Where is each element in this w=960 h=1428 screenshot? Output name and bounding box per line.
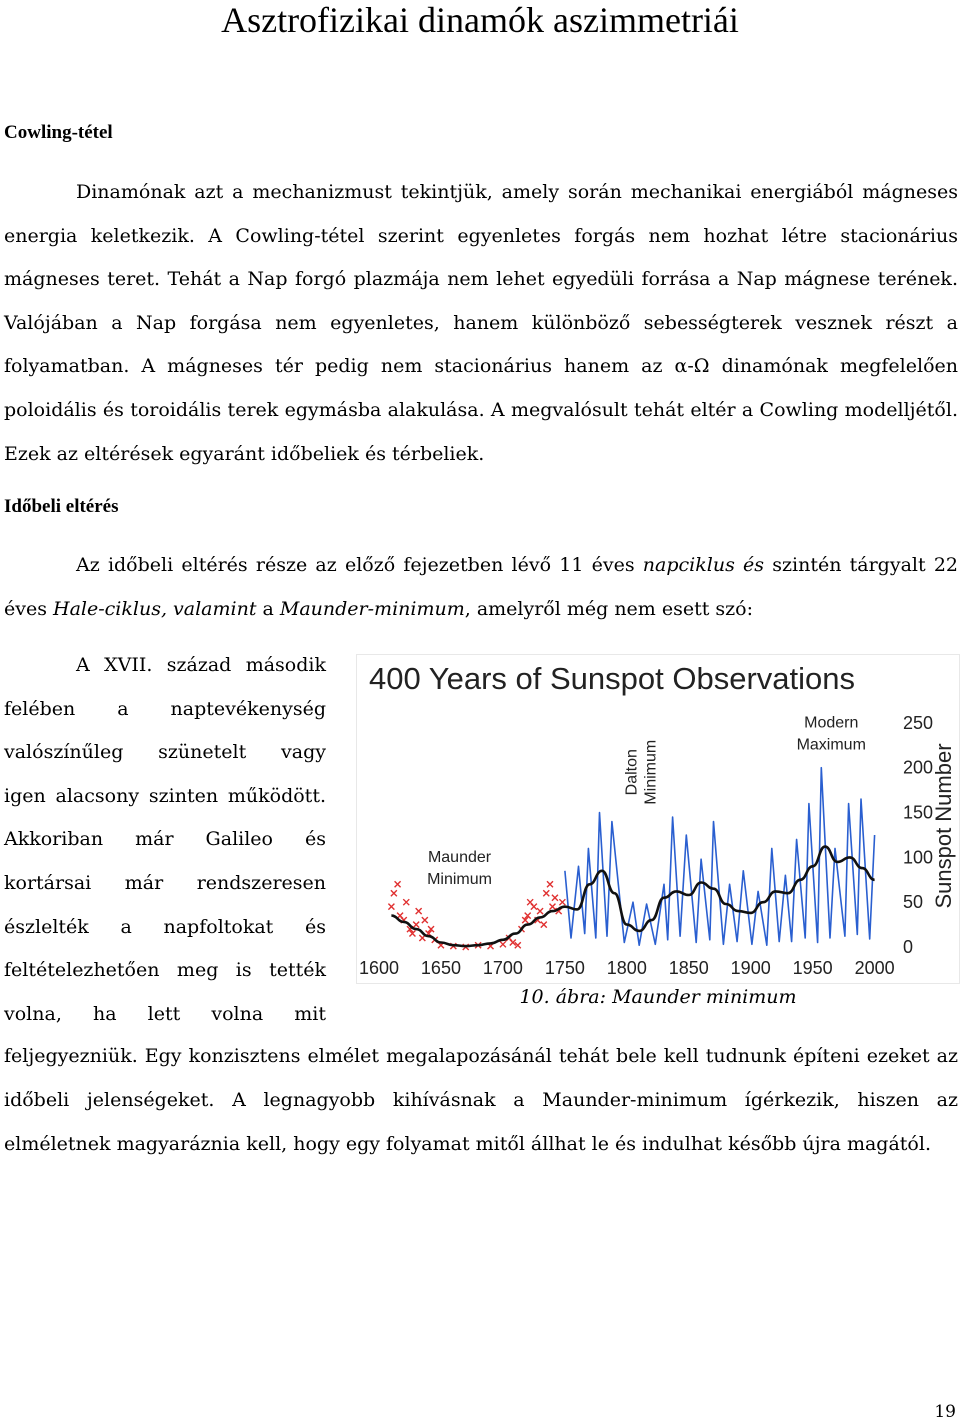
early-observation-point xyxy=(391,890,397,896)
side-line: volna, ha lett volna mit xyxy=(4,1002,326,1025)
side-line: feltételezhetően meg is tették xyxy=(4,959,326,982)
y-tick-label: 250 xyxy=(903,712,934,733)
chart-ylabel: Sunspot Number xyxy=(931,743,956,909)
early-observation-point xyxy=(388,904,394,910)
early-observation-point xyxy=(559,899,565,905)
intro-text-d: , amelyről még nem esett szó: xyxy=(464,597,753,620)
y-tick-label: 100 xyxy=(903,847,934,868)
x-tick-label: 1950 xyxy=(792,958,833,978)
sunspot-figure xyxy=(356,654,960,984)
early-observation-point xyxy=(403,899,409,905)
intro-emph-napciklus: napciklus és xyxy=(642,554,765,576)
side-line: valószínűleg szünetelt vagy xyxy=(4,741,326,764)
section-heading-cowling: Cowling-tétel xyxy=(4,122,113,143)
page-title: Asztrofizikai dinamók aszimmetriái xyxy=(221,0,739,40)
early-observation-point xyxy=(547,881,553,887)
figure-caption: 10. ábra: Maunder minimum xyxy=(519,986,797,1008)
early-observation-point xyxy=(531,904,537,910)
early-observation-point xyxy=(413,922,419,928)
annotation-label: Modern xyxy=(804,714,859,732)
monthly-sunspot-line xyxy=(565,768,875,946)
x-tick-label: 1800 xyxy=(606,958,647,978)
x-tick-label: 1850 xyxy=(668,958,709,978)
intro-emph-hale: Hale-ciklus, valamint xyxy=(53,597,257,620)
early-observation-point xyxy=(395,881,401,887)
page-number: 19 xyxy=(934,1402,956,1422)
annotation-label: Dalton xyxy=(623,749,641,796)
y-tick-label: 150 xyxy=(903,802,934,823)
side-line: felében a naptevékenység xyxy=(4,697,326,720)
early-observation-point xyxy=(549,904,555,910)
side-line: észlelték a napfoltokat és xyxy=(4,915,326,938)
paragraph-idobeli-intro xyxy=(4,544,958,631)
paragraph-continuation: feljegyezniük. Egy konzisztens elmélet megalapozásánál tehát bele kell tudnunk építeni ezeket az időbeli jelenségeket. A legnagyobb kihívásnak a Maunder-minimum ígérkezik, hiszen az elméletnek magyaráznia kell, hogy egy folyamat mitől állhat le és indulhat később újra magától. xyxy=(4,1045,958,1155)
x-tick-label: 1700 xyxy=(482,958,523,978)
y-tick-label: 200 xyxy=(903,757,934,778)
chart-title: 400 Years of Sunspot Observations xyxy=(369,661,855,696)
early-observation-point xyxy=(422,917,428,923)
side-paragraph xyxy=(4,644,326,1036)
sunspot-chart xyxy=(357,655,959,983)
early-observation-point xyxy=(543,890,549,896)
intro-text-b: szintén tárgyalt 22 éves xyxy=(4,554,959,620)
intro-text-a: Az időbeli eltérés része az előző fejezetben lévő 11 éves xyxy=(76,554,643,576)
x-tick-label: 1750 xyxy=(544,958,585,978)
early-observation-point xyxy=(500,941,506,947)
side-line: igen alacsony szinten működött. xyxy=(4,784,326,807)
x-tick-label: 1900 xyxy=(730,958,771,978)
annotation-label: Maunder xyxy=(427,848,492,866)
side-line: kortársai már rendszeresen xyxy=(4,871,326,894)
section-heading-idobeli: Időbeli eltérés xyxy=(4,496,119,517)
paragraph-cowling: Dinamónak azt a mechanizmust tekintjük, amely során mechanikai energiából mágneses energia keletkezik. A Cowling-tétel szerint egyenletes forgás nem hozhat létre stacionárius mágneses teret. Tehát a Nap forgó plazmája nem lehet egyedüli forrása a Nap mágnese terének. Valójában a Nap forgása nem egyenletes, hanem különböző sebességterek vesznek részt a folyamatban. A mágneses tér pedig nem stacionárius hanem az α-Ω dinamónak megfelelően poloidális és toroidális terek egymásba alakulása. A megvalósult tehát eltér a Cowling modelljétől. Ezek az eltérések egyaránt időbeliek és térbeliek. xyxy=(4,181,958,465)
y-tick-label: 50 xyxy=(903,892,924,913)
x-tick-label: 1600 xyxy=(358,958,400,978)
annotation-label: Minimum xyxy=(427,870,492,888)
side-line: Akkoriban már Galileo és xyxy=(4,828,326,851)
y-tick-label: 0 xyxy=(903,937,914,957)
early-observation-point xyxy=(552,895,558,901)
early-observation-point xyxy=(541,922,547,928)
early-observation-point xyxy=(416,908,422,914)
side-line: A XVII. század második xyxy=(76,654,326,676)
intro-emph-maunder: Maunder-minimum xyxy=(279,597,465,620)
annotation-label: Maximum xyxy=(796,736,866,754)
annotation-label: Minimum xyxy=(642,739,660,805)
intro-text-c: a xyxy=(256,597,280,620)
early-observation-point xyxy=(537,908,543,914)
x-tick-label: 2000 xyxy=(854,958,895,978)
x-tick-label: 1650 xyxy=(420,958,461,978)
